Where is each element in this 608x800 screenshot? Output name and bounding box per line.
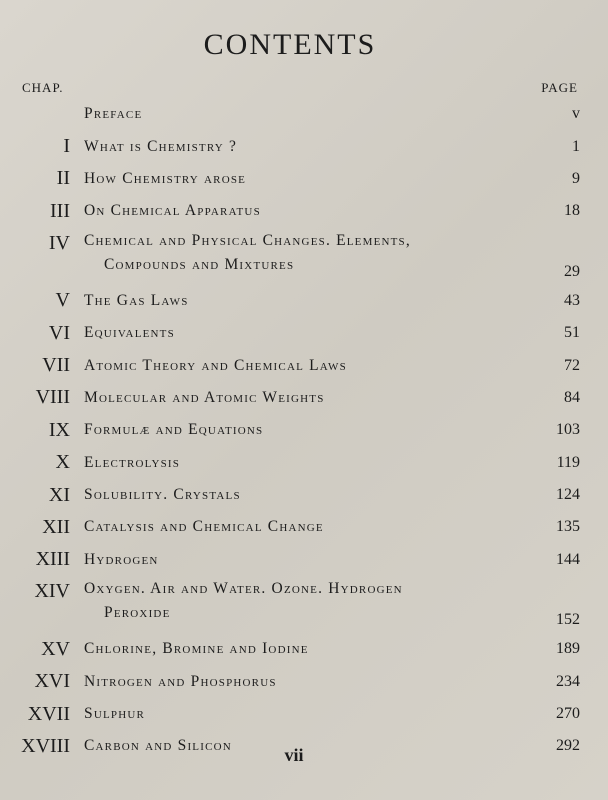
chapter-title: Catalysis and Chemical Change bbox=[84, 518, 324, 536]
chapter-number: XI bbox=[48, 483, 70, 506]
contents-entry bbox=[0, 479, 608, 511]
page-number: 84 bbox=[564, 388, 580, 406]
chapter-title: Chemical and Physical Changes. Elements, bbox=[84, 231, 411, 249]
chapter-title-cell bbox=[84, 580, 608, 622]
contents-entry bbox=[0, 698, 608, 730]
page-number: 18 bbox=[564, 202, 580, 220]
chapter-title: On Chemical Apparatus bbox=[84, 202, 261, 220]
chapter-title-cell bbox=[84, 357, 538, 375]
page-number: 234 bbox=[556, 672, 580, 690]
contents-entry bbox=[0, 576, 608, 633]
contents-entry bbox=[0, 228, 608, 285]
chapter-title-cell bbox=[84, 551, 538, 569]
chapter-title-cell bbox=[84, 421, 538, 439]
chapter-title: What is Chemistry ? bbox=[84, 137, 238, 155]
chapter-number: X bbox=[55, 451, 70, 474]
chapter-title-continued: Peroxide bbox=[104, 604, 171, 622]
page-number: v bbox=[572, 105, 580, 123]
page-number: 72 bbox=[564, 356, 580, 374]
page-number: 292 bbox=[556, 737, 580, 755]
page-number: 9 bbox=[572, 169, 580, 187]
contents-entry bbox=[0, 98, 608, 130]
page-number: 51 bbox=[564, 324, 580, 342]
chapter-title: Molecular and Atomic Weights bbox=[84, 388, 325, 406]
chapter-title: Equivalents bbox=[84, 324, 175, 342]
chapter-title: Solubility. Crystals bbox=[84, 486, 241, 504]
chapter-number: IV bbox=[48, 231, 70, 254]
chapter-column-header: CHAP. bbox=[22, 80, 64, 95]
chapter-number: VI bbox=[48, 321, 70, 344]
chapter-number: III bbox=[50, 199, 70, 222]
chapter-title-cell bbox=[84, 640, 538, 658]
contents-entry bbox=[0, 633, 608, 665]
chapter-title: Hydrogen bbox=[84, 550, 159, 568]
contents-entry bbox=[0, 382, 608, 414]
page-number: 270 bbox=[556, 705, 580, 723]
contents-entry bbox=[0, 130, 608, 162]
chapter-title: Nitrogen and Phosphorus bbox=[84, 672, 277, 690]
chapter-number: XII bbox=[42, 515, 70, 538]
page-number: 144 bbox=[556, 550, 580, 568]
chapter-title: The Gas Laws bbox=[84, 291, 189, 309]
chapter-title-cell bbox=[84, 389, 538, 407]
chapter-number: XIV bbox=[34, 580, 70, 603]
page-number: 1 bbox=[572, 137, 580, 155]
contents-entry bbox=[0, 414, 608, 446]
page-number: 152 bbox=[556, 611, 580, 629]
chapter-number: XIII bbox=[35, 548, 70, 571]
chapter-title-cell bbox=[84, 454, 538, 472]
chapter-title: Carbon and Silicon bbox=[84, 737, 232, 755]
chapter-title-cell bbox=[84, 324, 538, 342]
page-number: 124 bbox=[556, 486, 580, 504]
chapter-title-cell bbox=[84, 518, 538, 536]
chapter-title-cell bbox=[84, 138, 538, 156]
chapter-title: Sulphur bbox=[84, 705, 146, 723]
page-number: 103 bbox=[556, 421, 580, 439]
page-number: 119 bbox=[556, 453, 580, 471]
contents-entry bbox=[0, 163, 608, 195]
chapter-number: XV bbox=[41, 637, 70, 660]
contents-entry bbox=[0, 195, 608, 227]
chapter-number: VIII bbox=[35, 386, 70, 409]
chapter-number: IX bbox=[48, 418, 70, 441]
chapter-number: XVIII bbox=[21, 734, 70, 757]
chapter-number: I bbox=[63, 135, 70, 158]
page-number: 135 bbox=[556, 518, 580, 536]
page-number: 189 bbox=[556, 640, 580, 658]
chapter-title-cell bbox=[84, 705, 538, 723]
chapter-title: Electrolysis bbox=[84, 453, 181, 471]
chapter-title-cell bbox=[84, 202, 538, 220]
page-number: 29 bbox=[564, 262, 580, 280]
chapter-number: VII bbox=[42, 354, 70, 377]
page-number: 43 bbox=[564, 291, 580, 309]
chapter-title: Formulæ and Equations bbox=[84, 421, 264, 439]
contents-entry bbox=[0, 665, 608, 697]
contents-entry bbox=[0, 447, 608, 479]
chapter-number: XVI bbox=[34, 670, 70, 693]
chapter-number: V bbox=[55, 289, 70, 312]
chapter-title-cell bbox=[84, 170, 538, 188]
chapter-title-continued: Compounds and Mixtures bbox=[104, 255, 295, 273]
page-folio: vii bbox=[284, 745, 304, 765]
page-column-header: PAGE bbox=[541, 80, 578, 95]
contents-entry bbox=[0, 349, 608, 381]
chapter-title-cell bbox=[84, 105, 538, 123]
chapter-title: How Chemistry arose bbox=[84, 169, 247, 187]
chapter-number: XVII bbox=[27, 702, 70, 725]
chapter-title: Oxygen. Air and Water. Ozone. Hydrogen bbox=[84, 580, 403, 598]
contents-entry bbox=[0, 317, 608, 349]
page-title: CONTENTS bbox=[203, 28, 377, 61]
chapter-title: Chlorine, Bromine and Iodine bbox=[84, 640, 309, 658]
chapter-title: Preface bbox=[84, 105, 143, 123]
chapter-title-cell bbox=[84, 232, 608, 274]
contents-list bbox=[0, 98, 608, 763]
contents-entry bbox=[0, 544, 608, 576]
contents-entry bbox=[0, 285, 608, 317]
chapter-number: II bbox=[56, 167, 70, 190]
contents-entry bbox=[0, 511, 608, 543]
chapter-title-cell bbox=[84, 673, 538, 691]
chapter-title: Atomic Theory and Chemical Laws bbox=[84, 356, 347, 374]
chapter-title-cell bbox=[84, 292, 538, 310]
chapter-title-cell bbox=[84, 486, 538, 504]
